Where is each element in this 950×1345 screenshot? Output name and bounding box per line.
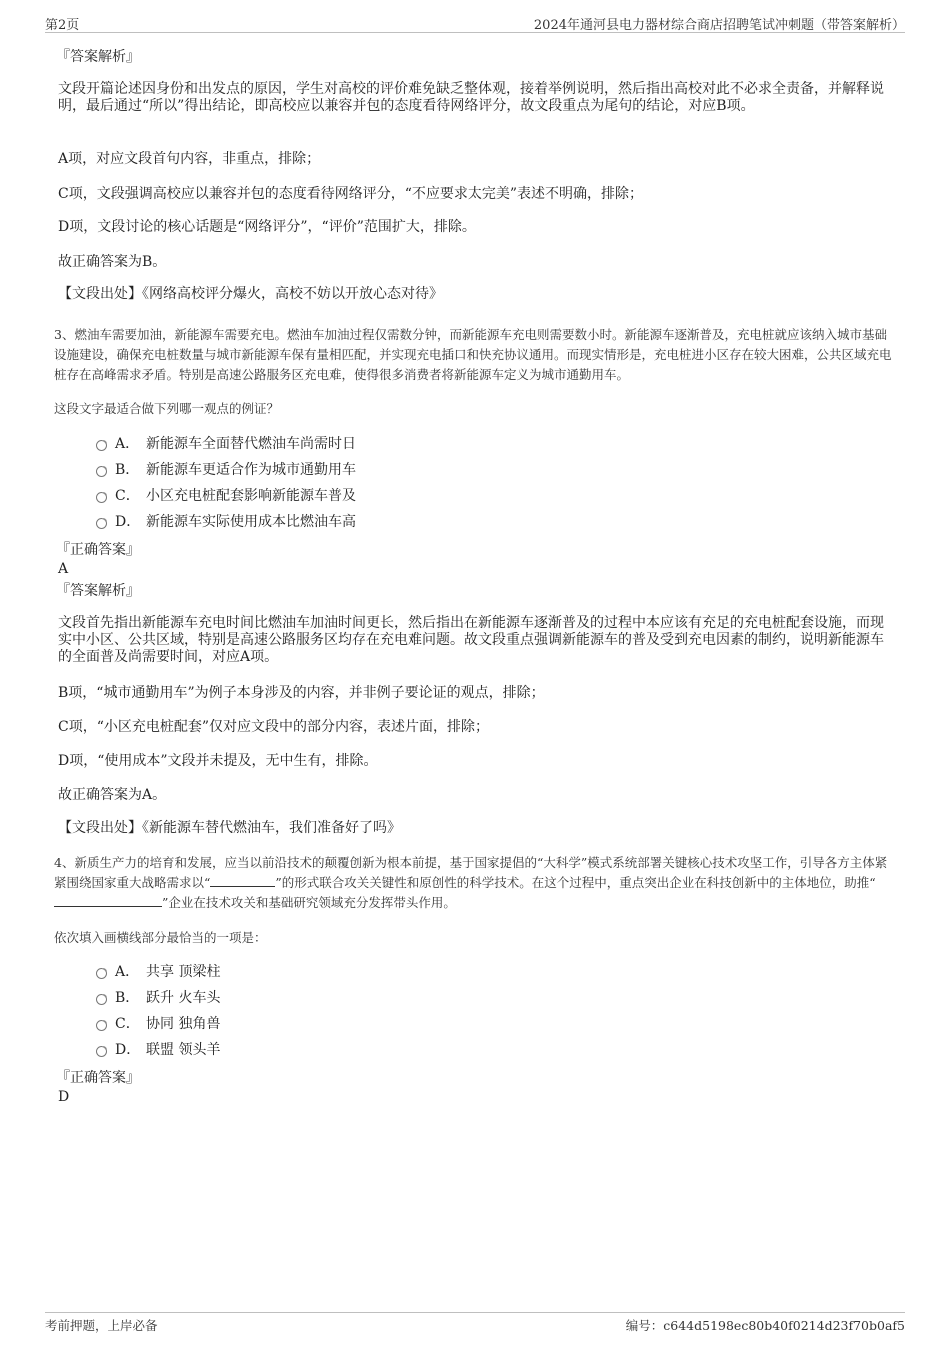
page-number: 第2页 (45, 18, 80, 33)
q3-analysis-option-c: C项，“小区充电桩配套”仅对应文段中的部分内容，表述片面，排除； (58, 719, 490, 735)
q2-analysis-paragraph: 文段开篇论述因身份和出发点的原因，学生对高校的评价难免缺乏整体观，接着举例说明，然后指出高校对此不必求全责备，并解释说明，最后通过“所以”得出结论，即高校应以兼容并包的态度看待网络评分，故文段重点为尾句的结论，对应B项。 (58, 81, 884, 114)
document-title: 2024年通河县电力器材综合商店招聘笔试冲刺题（带答案解析） (533, 18, 905, 33)
option-text: 跃升 火车头 (146, 990, 221, 1006)
q2-analysis-option-c: C项，文段强调高校应以兼容并包的态度看待网络评分，“不应要求太完美”表述不明确，排除； (58, 186, 644, 202)
option-text: 新能源车实际使用成本比燃油车高 (146, 514, 356, 530)
q4-prompt: 依次填入画横线部分最恰当的一项是： (54, 930, 267, 945)
q3-answer: A (58, 561, 69, 577)
q4-question-text (54, 853, 899, 913)
radio-icon[interactable] (96, 518, 107, 529)
radio-icon[interactable] (96, 1046, 107, 1057)
page-header (45, 14, 905, 33)
q3-prompt: 这段文字最适合做下列哪一观点的例证？ (54, 401, 280, 416)
radio-icon[interactable] (96, 466, 107, 477)
radio-icon[interactable] (96, 492, 107, 503)
document-code: 编号：c644d5198ec80b40f0214d23f70b0af5 (625, 1318, 905, 1333)
option-letter: D． (115, 1042, 141, 1058)
q3-analysis-title: 『答案解析』 (56, 583, 140, 599)
option-letter: D． (115, 514, 141, 530)
footer-slogan: 考前押题，上岸必备 (45, 1318, 158, 1333)
q2-conclusion: 故正确答案为B。 (58, 254, 167, 270)
q4-answer-title: 『正确答案』 (56, 1070, 140, 1086)
q4-text-part1: 4、新质生产力的培育和发展，应当以前沿技术的颠覆创新为根本前提，基于国家提倡的“大科学”模式系统部署关键核心技术攻坚工作，引导各方主体紧紧围绕国家重大战略需求以“ (54, 855, 888, 890)
radio-icon[interactable] (96, 1020, 107, 1031)
option-text: 联盟 领头羊 (146, 1042, 221, 1058)
fill-blank-2[interactable] (54, 894, 162, 907)
option-letter: B． (115, 990, 140, 1006)
q2-analysis-option-d: D项，文段讨论的核心话题是“网络评分”，“评价”范围扩大，排除。 (58, 219, 476, 235)
q3-question-text: 3、燃油车需要加油，新能源车需要充电。燃油车加油过程仅需数分钟，而新能源车充电则需要数小时。新能源车逐渐普及，充电桩就应该纳入城市基础设施建设，确保充电桩数量与城市新能源车保有量相匹配，并实现充电插口和快充协议通用。而现实情形是，充电桩进小区存在较大困难，公共区域充电桩存在高峰需求矛盾。特别是高速公路服务区充电难，使得很多消费者将新能源车定义为城市通勤用车。 (54, 327, 892, 382)
option-letter: B． (115, 462, 140, 478)
q3-answer-title: 『正确答案』 (56, 542, 140, 558)
q3-analysis-option-b: B项，“城市通勤用车”为例子本身涉及的内容，并非例子要论证的观点，排除； (58, 685, 545, 701)
option-letter: A． (115, 436, 140, 452)
q3-conclusion: 故正确答案为A。 (58, 787, 167, 803)
q4-text-part3: ”企业在技术攻关和基础研究领域充分发挥带头作用。 (162, 895, 456, 910)
option-text: 新能源车更适合作为城市通勤用车 (146, 462, 356, 478)
option-text: 共享 顶梁柱 (146, 964, 221, 980)
q2-analysis-option-a: A项，对应文段首句内容，非重点，排除； (58, 151, 321, 167)
q3-analysis-option-d: D项，“使用成本”文段并未提及，无中生有，排除。 (58, 753, 378, 769)
radio-icon[interactable] (96, 440, 107, 451)
radio-icon[interactable] (96, 968, 107, 979)
q3-source: 【文段出处】《新能源车替代燃油车，我们准备好了吗》 (58, 820, 401, 836)
q4-text-part2: ”的形式联合攻关关键性和原创性的科学技术。在这个过程中，重点突出企业在科技创新中的主体地位，助推“ (275, 875, 876, 890)
option-text: 小区充电桩配套影响新能源车普及 (146, 488, 356, 504)
q2-source: 【文段出处】《网络高校评分爆火，高校不妨以开放心态对待》 (58, 286, 443, 302)
option-letter: C． (115, 488, 140, 504)
option-text: 新能源车全面替代燃油车尚需时日 (146, 436, 356, 452)
option-text: 协同 独角兽 (146, 1016, 221, 1032)
radio-icon[interactable] (96, 994, 107, 1005)
fill-blank-1[interactable] (210, 874, 275, 887)
q3-analysis-paragraph: 文段首先指出新能源车充电时间比燃油车加油时间更长，然后指出在新能源车逐渐普及的过程中本应该有充足的充电桩配套设施，而现实中小区、公共区域，特别是高速公路服务区均存在充电难问题。故文段重点强调新能源车的普及受到充电因素的制约，说明新能源车的全面普及尚需要时间，对应A项。 (58, 615, 884, 665)
page-footer (45, 1312, 905, 1335)
option-letter: A． (115, 964, 140, 980)
q4-answer: D (58, 1089, 70, 1105)
q2-analysis-title: 『答案解析』 (56, 49, 140, 65)
option-letter: C． (115, 1016, 140, 1032)
